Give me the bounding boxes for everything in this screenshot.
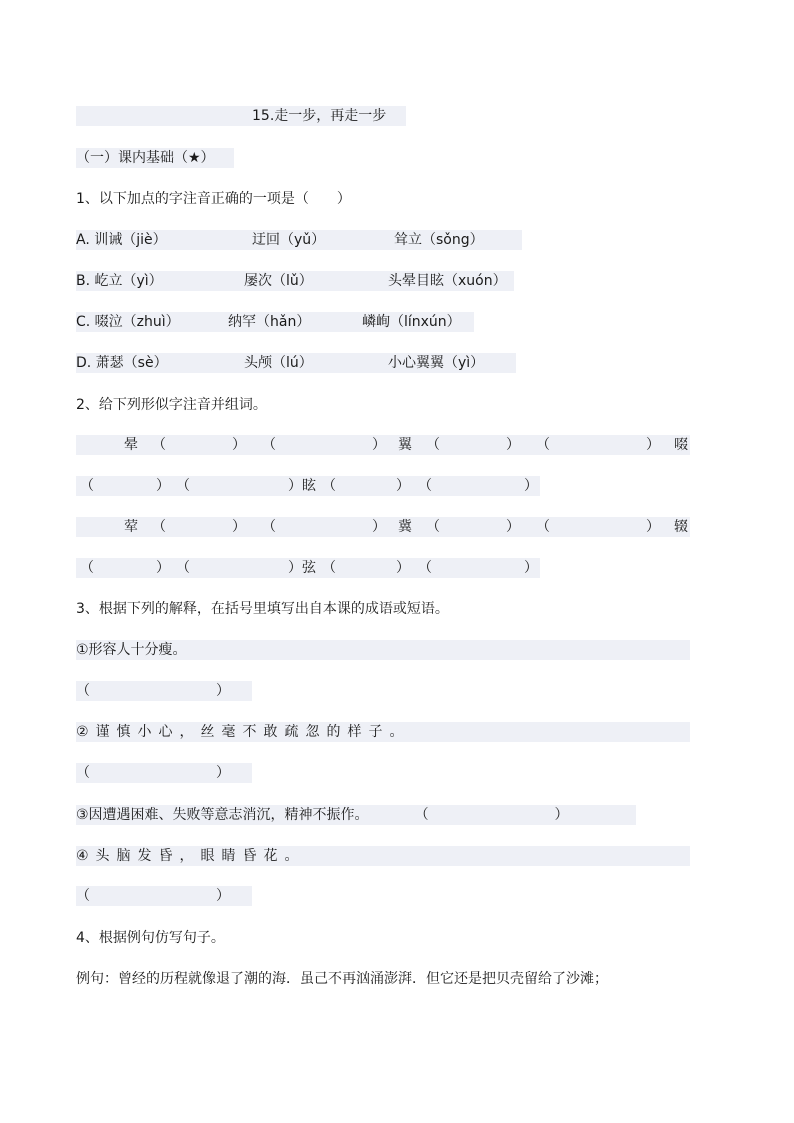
paren-close: ）	[524, 478, 538, 494]
q1-option-a[interactable]	[76, 230, 522, 250]
word-blank[interactable]	[190, 558, 290, 578]
paren-close: ）	[524, 560, 538, 576]
paren-close: ）	[288, 560, 302, 576]
q3-item-3	[76, 805, 636, 825]
char-ji: 冀	[398, 519, 412, 535]
paren-open: （	[152, 437, 166, 453]
word-blank[interactable]	[550, 435, 650, 455]
q1-option-c[interactable]	[76, 312, 474, 332]
paren-close: ）	[646, 519, 660, 535]
word-blank[interactable]	[276, 435, 376, 455]
option-b-word-2: 屡次（lǔ）	[244, 273, 313, 289]
option-d-word-2: 头颅（lú）	[244, 355, 313, 371]
char-yi: 翼	[398, 437, 412, 453]
q3-item-1-answer[interactable]: （ ）	[76, 681, 252, 701]
char-chuo: 啜	[674, 437, 688, 453]
pinyin-blank[interactable]	[336, 476, 400, 496]
paren-open: （	[80, 478, 94, 494]
q3-item-4-answer[interactable]: （ ）	[76, 886, 252, 906]
paren-close: ）	[506, 519, 520, 535]
q2-row-3	[76, 517, 690, 537]
paren-close: ）	[506, 437, 520, 453]
paren-open: （	[262, 437, 276, 453]
q1-option-b[interactable]	[76, 271, 514, 291]
paren-close: ）	[372, 437, 386, 453]
q3-item-2-answer[interactable]: （ ）	[76, 763, 252, 783]
char-hun: 荤	[124, 519, 138, 535]
q2-row-4	[76, 558, 540, 578]
paren-open: （	[152, 519, 166, 535]
paren-close: ）	[156, 560, 170, 576]
word-blank[interactable]	[432, 476, 532, 496]
paren-open: （	[322, 560, 336, 576]
word-blank[interactable]	[432, 558, 532, 578]
q3-item-3-text: ③因遭遇困难、失败等意志消沉，精神不振作。	[76, 807, 369, 823]
q2-row-1	[76, 435, 690, 455]
pinyin-blank[interactable]	[440, 517, 510, 537]
paren-open: （	[80, 560, 94, 576]
paren-open: （	[418, 560, 432, 576]
paren-open: （	[176, 478, 190, 494]
section-heading: （一）课内基础（★）	[76, 148, 234, 168]
question-3-prompt: 3、根据下列的解释，在括号里填写出自本课的成语或短语。	[76, 601, 449, 617]
option-b-word-1: B. 屹立（yì）	[76, 273, 163, 289]
paren-open: （	[536, 519, 550, 535]
q3-item-1: ①形容人十分瘦。	[76, 640, 690, 660]
pinyin-blank[interactable]	[94, 476, 158, 496]
word-blank[interactable]	[276, 517, 376, 537]
word-blank[interactable]	[550, 517, 650, 537]
char-xian: 弦	[302, 560, 316, 576]
option-c-word-3: 嶙峋（línxún）	[362, 314, 461, 330]
paren-close: ）	[396, 560, 410, 576]
q3-item-2: ②谨慎小心，丝毫不敢疏忽的样子。	[76, 722, 690, 742]
question-1-prompt: 1、以下加点的字注音正确的一项是（ ）	[76, 191, 351, 207]
paren-close: ）	[156, 478, 170, 494]
question-2-prompt: 2、给下列形似字注音并组词。	[76, 397, 267, 413]
paren-open: （	[536, 437, 550, 453]
option-a-word-2: 迂回（yǔ）	[252, 232, 326, 248]
page-title: 15.走一步，再走一步	[76, 106, 406, 126]
paren-open: （	[418, 478, 432, 494]
option-d-word-1: D. 萧瑟（sè）	[76, 355, 168, 371]
paren-close: ）	[232, 519, 246, 535]
pinyin-blank[interactable]	[440, 435, 510, 455]
q3-item-3-answer[interactable]: （ ）	[414, 807, 569, 823]
option-b-word-3: 头晕目眩（xuón）	[388, 273, 507, 289]
option-a-word-3: 耸立（sǒng）	[394, 232, 484, 248]
paren-open: （	[426, 437, 440, 453]
option-c-word-2: 纳罕（hǎn）	[228, 314, 311, 330]
paren-close: ）	[646, 437, 660, 453]
q3-item-4: ④头脑发昏，眼睛昏花。	[76, 846, 690, 866]
option-c-word-1: C. 啜泣（zhuì）	[76, 314, 180, 330]
pinyin-blank[interactable]	[94, 558, 158, 578]
option-d-word-3: 小心翼翼（yì）	[388, 355, 485, 371]
paren-close: ）	[288, 478, 302, 494]
question-4-prompt: 4、根据例句仿写句子。	[76, 930, 225, 946]
pinyin-blank[interactable]	[336, 558, 400, 578]
word-blank[interactable]	[190, 476, 290, 496]
paren-open: （	[322, 478, 336, 494]
char-chuo2: 辍	[674, 519, 688, 535]
char-yun: 晕	[124, 437, 138, 453]
q2-row-2	[76, 476, 540, 496]
q4-example-sentence: 例句：曾经的历程就像退了潮的海．虽己不再汹涌澎湃．但它还是把贝壳留给了沙滩；	[76, 971, 608, 987]
char-xuan: 眩	[302, 478, 316, 494]
paren-close: ）	[396, 478, 410, 494]
paren-close: ）	[372, 519, 386, 535]
paren-close: ）	[232, 437, 246, 453]
paren-open: （	[176, 560, 190, 576]
paren-open: （	[426, 519, 440, 535]
option-a-word-1: A. 训诫（jiè）	[76, 232, 167, 248]
q1-option-d[interactable]	[76, 353, 516, 373]
pinyin-blank[interactable]	[156, 435, 236, 455]
pinyin-blank[interactable]	[156, 517, 236, 537]
paren-open: （	[262, 519, 276, 535]
